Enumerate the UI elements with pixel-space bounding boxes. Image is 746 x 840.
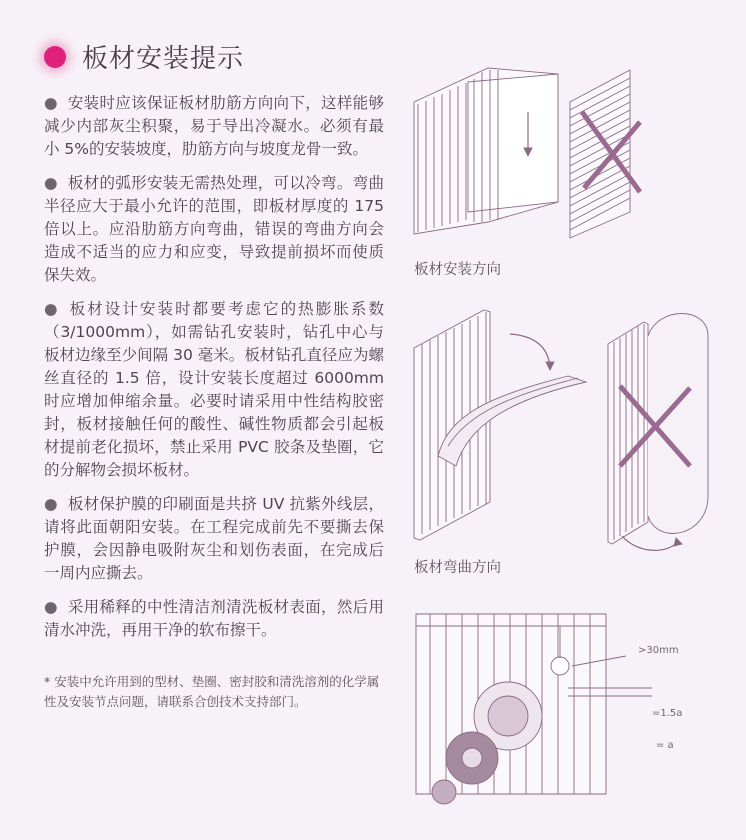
instructions-column [44, 92, 384, 712]
page-title: 板材安装提示 [82, 44, 245, 74]
paragraph-thermal-expansion [44, 298, 384, 482]
screw-diameter-label: = a [656, 740, 674, 751]
bend-direction-caption: 板材弯曲方向 [414, 560, 501, 576]
bullet-icon: ● [44, 174, 58, 192]
install-direction-caption: 板材安装方向 [414, 262, 501, 278]
paragraph-text: 采用稀释的中性清洁剂清洗板材表面，然后用清水冲洗，再用干净的软布擦干。 [44, 598, 384, 639]
footnote: * 安装中允许用到的型材、垫圈、密封胶和清洗溶剂的化学属性及安装节点问题，请联系合创技术支持部门。 [44, 674, 380, 709]
paragraph-cold-bending [44, 172, 384, 287]
hole-diameter-label: =1.5a [652, 708, 683, 719]
install-direction-figure [408, 62, 644, 248]
paragraph-text: 安装时应该保证板材肋筋方向向下，这样能够减少内部灰尘积聚，易于导出冷凝水。必须有最小 5%的安装坡度，肋筋方向与坡度龙骨一致。 [44, 94, 384, 158]
paragraph-text: 板材的弧形安装无需热处理，可以冷弯。弯曲半径应大于最小允许的范围，即板材厚度的 175 倍以上。应沿肋筋方向弯曲，错误的弯曲方向会造成不适当的应力和应变，导致提前损坏而使质保失效。 [44, 174, 384, 284]
bend-direction-figure [408, 296, 738, 556]
bullet-icon: ● [44, 300, 60, 318]
bullet-icon: ● [44, 94, 58, 112]
paragraph-protective-film [44, 493, 384, 585]
bullet-icon: ● [44, 495, 58, 513]
bullet-icon: ● [44, 598, 58, 616]
bullet-dot-icon [44, 46, 66, 68]
section-header [44, 38, 244, 75]
paragraph-text: 板材保护膜的印刷面是共挤 UV 抗紫外线层，请将此面朝阳安装。在工程完成前先不要撕去保护膜，会因静电吸附灰尘和划伤表面，在完成后一周内应撕去。 [44, 495, 384, 582]
paragraph-rib-direction [44, 92, 384, 161]
paragraph-cleaning [44, 596, 384, 642]
paragraph-text: 板材设计安装时都要考虑它的热膨胀系数（3/1000mm），如需钻孔安装时，钻孔中心与板材边缘至少间隔 30 毫米。板材钻孔直径应为螺丝直径的 1.5 倍，设计安装长度超过 6000mm 时应增加伸缩余量。必要时请采用中性结构胶密封，板材接触任何的酸性、碱性物质都会引起板材提前老化损坏，禁止采用 PVC 胶条及垫圈，它的分解物会损坏板材。 [44, 300, 384, 479]
drilling-figure [408, 598, 708, 818]
edge-distance-label: >30mm [638, 645, 679, 656]
